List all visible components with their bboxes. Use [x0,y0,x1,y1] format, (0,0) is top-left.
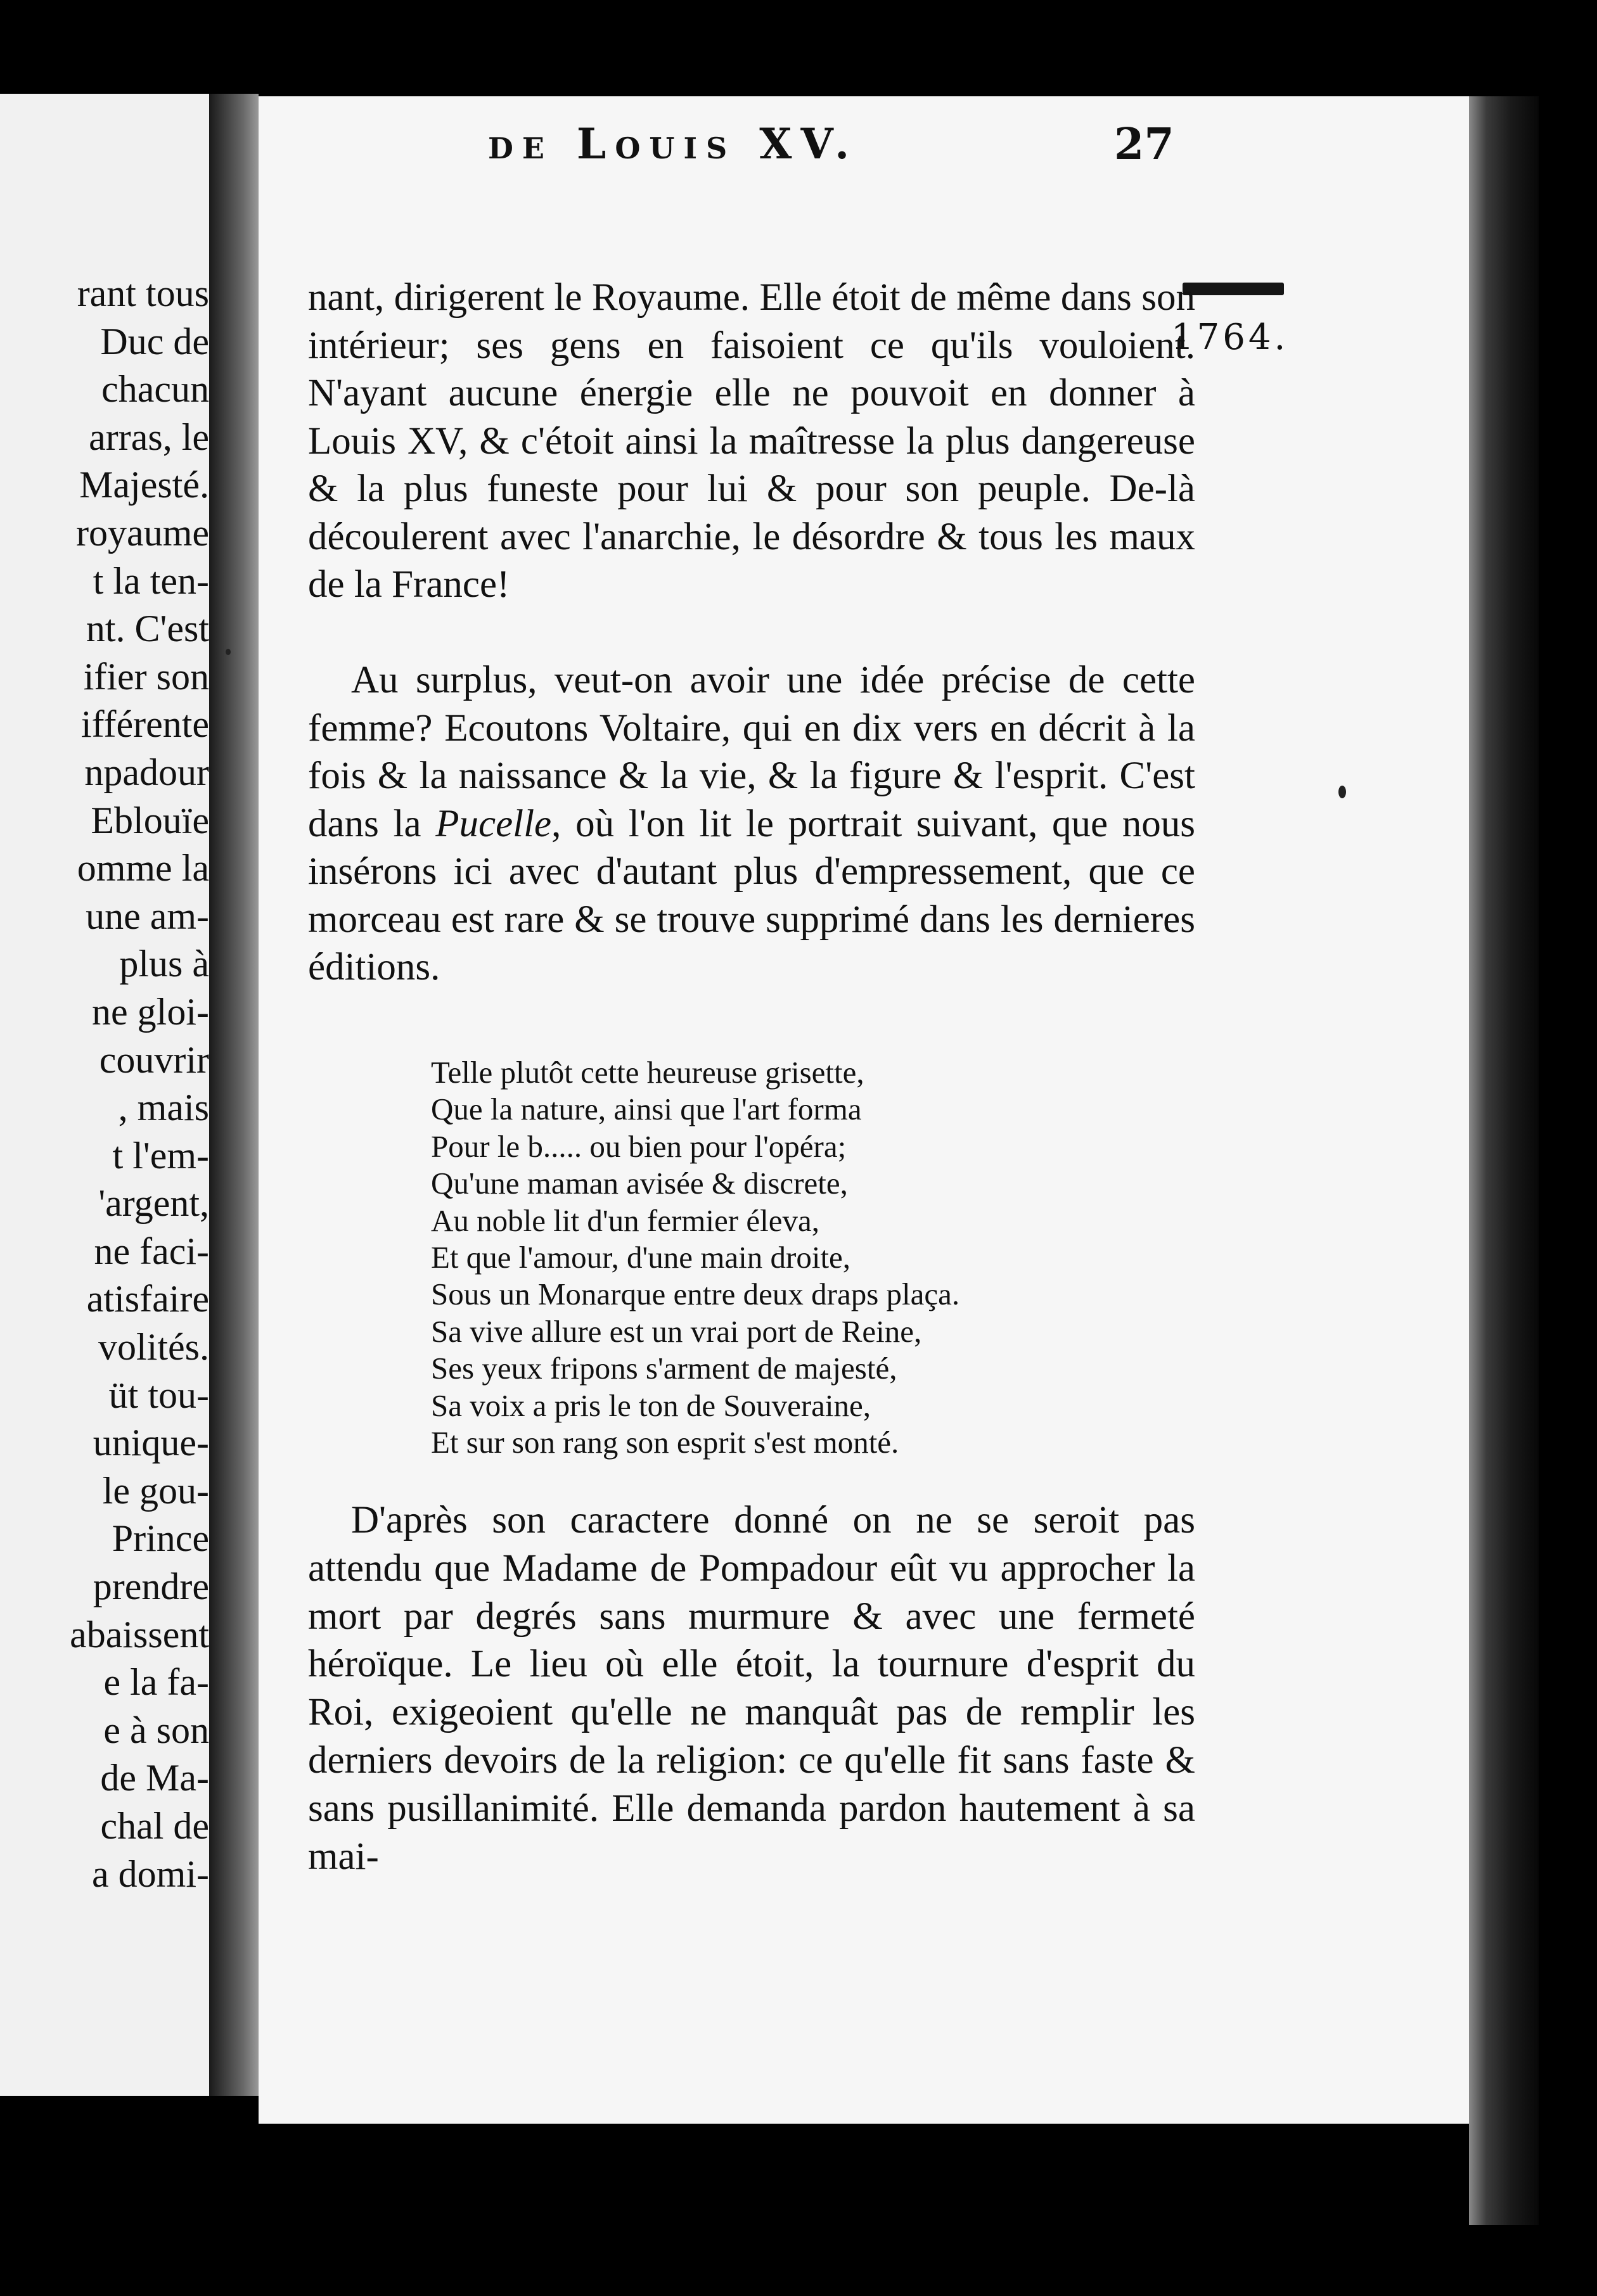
paragraph-death [308,1496,1195,1880]
previous-page-line: üt tou- [108,1374,209,1416]
previous-page-line: volités. [98,1326,209,1368]
previous-page-line: royaume [76,511,209,554]
paragraph-text-start: Au surplus, veut-on avoir une idée précise de cette femme? Ecoutons Voltaire, qui en dix vers en décrit à la fois & la naissance & la vie, & la figure & l'esprit. C'est dans la [308,659,1195,845]
verse-line: Qu'une maman avisée & discrete, [431,1166,848,1201]
running-head [241,119,1191,182]
verse-line: Sa vive allure est un vrai port de Reine, [431,1313,922,1349]
paragraph-continuation [308,274,1195,609]
previous-page-fragment [0,94,209,2096]
previous-page-line: , mais [118,1087,209,1129]
previous-page-line: plus à [119,943,209,985]
previous-page-line: unique- [93,1422,209,1464]
previous-page-line: une am- [86,895,209,937]
paragraph-text: D'après son caractere donné on ne se seroit pas attendu que Madame de Pompadour eût vu approcher la mort par degrés sans murmure & avec une fermeté héroïque. Le lieu où elle étoit, la tournure d'esprit du Roi, exigeoient qu'elle ne manquât pas de remplir les derniers devoirs de la religion: ce qu'elle fit sans faste & sans pusillanimité. Elle demanda pardon hautement à sa mai- [308,1499,1195,1878]
verse-line: Pour le b..... ou bien pour l'opéra; [431,1128,847,1164]
previous-page-line: de Ma- [100,1757,209,1799]
previous-page-line: abaissent [70,1613,209,1655]
previous-page-line: le gou- [102,1469,209,1512]
ink-speck [1338,786,1346,798]
verse-line: Au noble lit d'un fermier éleva, [431,1202,819,1238]
previous-page-line: couvrir [99,1038,209,1081]
margin-year: 1764. [1171,317,1289,358]
paragraph-text: nant, dirigerent le Royaume. Elle étoit de même dans son intérieur; ses gens en faisoient ce qu'ils vouloient. N'ayant aucune énergie elle ne pouvoit en donner à Louis XV, & c'étoit ainsi la maîtresse la plus dangereuse & la plus funeste pour lui & pour son peuple. De-là découlerent avec l'anarchie, le désordre & tous les maux de la France! [308,276,1195,606]
previous-page-line: atisfaire [86,1278,209,1320]
ink-speck [226,649,231,655]
previous-page-text [70,270,209,1898]
book-gutter [209,94,259,2096]
previous-page-line: omme la [77,847,209,890]
previous-page-line: 'argent, [98,1182,209,1225]
verse-line: Sa voix a pris le ton de Souveraine, [431,1387,871,1423]
verse-line: Et que l'amour, d'une main droite, [431,1240,851,1275]
previous-page-line: arras, le [89,416,209,458]
page-number: 27 [1114,119,1174,170]
previous-page-line: rant tous [77,272,209,314]
page-title: de Louis XV. [488,119,859,169]
previous-page-line: Duc de [100,320,209,362]
previous-page-line: prendre [93,1566,209,1608]
previous-page-line: t la ten- [93,559,209,602]
previous-page-line: ifférente [80,703,209,746]
previous-page-line: npadour [84,751,209,793]
previous-page-line: t l'em- [112,1134,209,1177]
verse-line: Que la nature, ainsi que l'art forma [431,1092,862,1127]
previous-page-line: Eblouïe [91,799,209,841]
verse-line: Telle plutôt cette heureuse grisette, [431,1055,864,1090]
previous-page-line: e la fa- [103,1661,209,1704]
paragraph-text-end: , où l'on lit le portrait suivant, que nous insérons ici avec d'autant plus d'empressement, que ce morceau est rare & se trouve supprimé dans les dernieres éditions. [308,802,1196,988]
previous-page-line: a domi- [92,1853,209,1895]
paragraph-voltaire [308,656,1195,992]
paragraph-text [308,656,1195,992]
previous-page-line: chal de [100,1805,209,1847]
previous-page-line: ifier son [83,655,209,698]
work-title: Pucelle [435,802,552,845]
previous-page-line: ne gloi- [92,990,209,1033]
previous-page-line: ne faci- [94,1230,209,1272]
previous-page-line: nt. C'est [86,608,209,650]
verse-line: Sous un Monarque entre deux draps plaça. [431,1277,960,1312]
previous-page-line: Majesté. [79,464,209,506]
margin-rule [1183,283,1284,295]
page-edge-shadow [1469,96,1539,2225]
previous-page-line: e à son [103,1709,209,1751]
previous-page-line: chacun [101,368,209,411]
verse-quotation [431,1054,1153,1461]
previous-page-line: Prince [112,1517,209,1560]
verse-line: Ses yeux fripons s'arment de majesté, [431,1351,897,1386]
verse-line: Et sur son rang son esprit s'est monté. [431,1425,899,1460]
